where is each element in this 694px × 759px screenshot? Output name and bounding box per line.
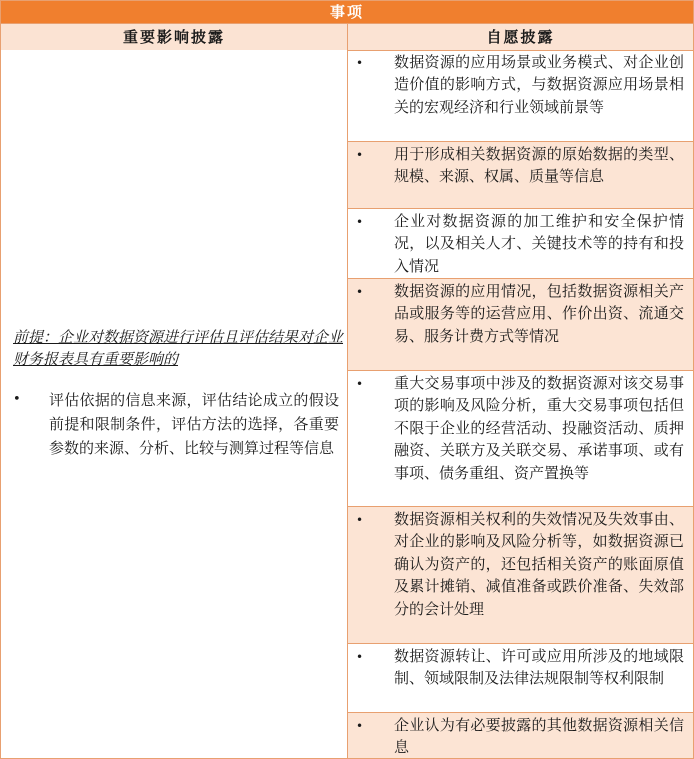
voluntary-item-text: 数据资源相关权利的失效情况及失效事由、对企业的影响及风险分析等，如数据资源已确认为资产的，还包括相关资产的账面原值及累计摊销、减值准备或跌价准备、失效部分的会计处理 <box>394 510 684 618</box>
voluntary-item-text: 数据资源的应用场景或业务模式、对企业创造价值的影响方式，与数据资源应用场景相关的宏观经济和行业领域前景等 <box>394 53 684 116</box>
voluntary-item-text: 重大交易事项中涉及的数据资源对该交易事项的影响及风险分析，重大交易事项包括但不限于企业的经营活动、投融资活动、质押融资、关联方及关联交易、承诺事项、或有事项、债务重组、资产置换等 <box>394 374 684 482</box>
voluntary-item-8 <box>348 713 693 758</box>
premise-text: 前提：企业对数据资源进行评估且评估结果对企业财务报表具有重要影响的 <box>13 328 344 368</box>
voluntary-item-1 <box>348 50 693 142</box>
column-header-row <box>1 23 693 51</box>
bullet-icon: • <box>356 148 364 162</box>
material-impact-cell <box>1 50 348 758</box>
bullet-icon: • <box>356 285 364 299</box>
voluntary-item-text: 用于形成相关数据资源的原始数据的类型、规模、来源、权属、质量等信息 <box>394 145 684 186</box>
material-impact-item: 评估依据的信息来源，评估结论成立的假设前提和限制条件，评估方法的选择，各重要参数的来源、分析、比较与测算过程等信息 <box>49 391 339 457</box>
voluntary-item-4 <box>348 279 693 371</box>
bullet-icon: • <box>356 215 364 229</box>
voluntary-disclosure-list <box>348 50 693 758</box>
voluntary-item-text: 企业认为有必要披露的其他数据资源相关信息 <box>394 716 684 757</box>
column-header-material: 重要影响披露 <box>1 24 348 50</box>
voluntary-item-text: 数据资源转让、许可或应用所涉及的地域限制、领域限制及法律法规限制等权利限制 <box>394 647 684 688</box>
voluntary-item-6 <box>348 507 693 644</box>
voluntary-item-text: 企业对数据资源的加工维护和安全保护情况，以及相关人才、关键技术等的持有和投入情况 <box>394 212 684 275</box>
bullet-icon: • <box>356 719 364 733</box>
bullet-icon: • <box>356 650 364 664</box>
bullet-icon: • <box>356 513 364 527</box>
voluntary-item-3 <box>348 209 693 279</box>
voluntary-item-2 <box>348 142 693 209</box>
bullet-icon: • <box>13 392 21 407</box>
voluntary-item-7 <box>348 644 693 713</box>
voluntary-item-5 <box>348 371 693 507</box>
column-header-voluntary: 自愿披露 <box>486 28 555 46</box>
voluntary-item-text: 数据资源的应用情况，包括数据资源相关产品或服务等的运营应用、作价出资、流通交易、服务计费方式等情况 <box>394 282 684 345</box>
bullet-icon: • <box>356 56 364 70</box>
bullet-icon: • <box>356 377 364 391</box>
table-title: 事项 <box>1 1 693 23</box>
